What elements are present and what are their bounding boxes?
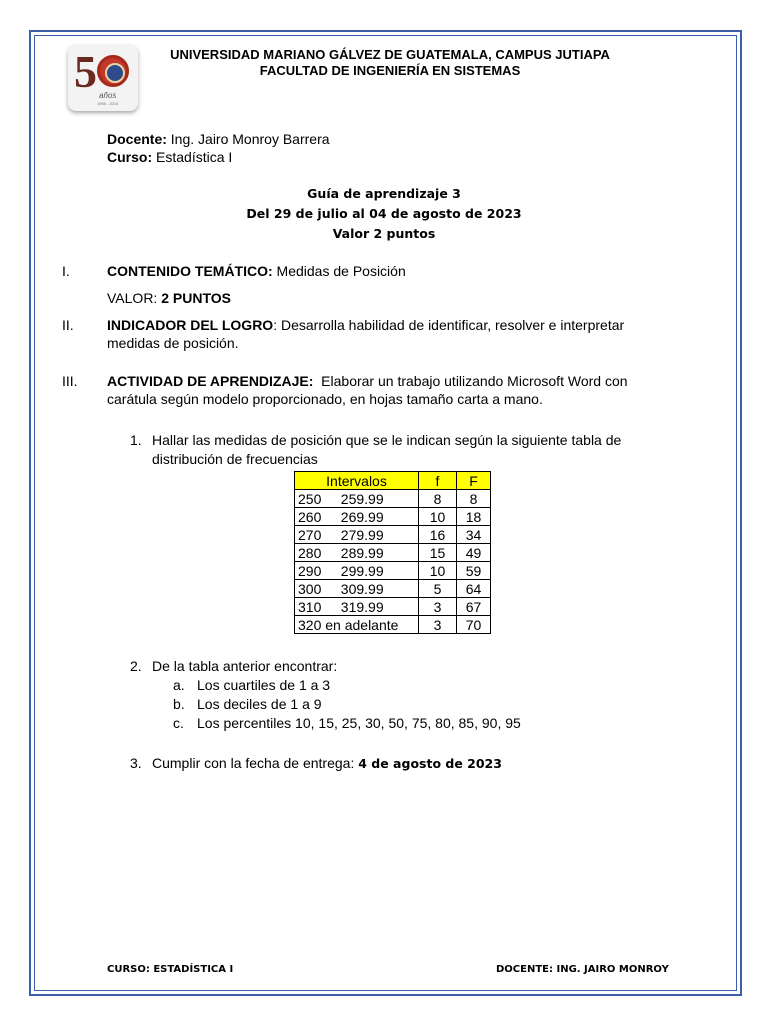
section-3-text-2: carátula según modelo proporcionado, en hojas tamaño carta a mano. [107, 391, 543, 407]
table-cell-interval: 280 289.99 [295, 544, 419, 562]
table-cell-F: 59 [457, 562, 491, 580]
item-3-number: 3. [130, 755, 142, 771]
guide-value: Valor 2 puntos [332, 226, 436, 241]
sub-item-c-text: Los percentiles 10, 15, 25, 30, 50, 75, 80, 85, 90, 95 [197, 715, 521, 731]
valor-value: 2 PUNTOS [161, 290, 231, 306]
table-header-row [295, 472, 491, 490]
table-cell-f: 15 [419, 544, 457, 562]
table-row [295, 508, 491, 526]
logo-seal-icon [97, 55, 129, 87]
section-1 [107, 263, 406, 279]
table-cell-interval: 270 279.99 [295, 526, 419, 544]
table-cell-f: 8 [419, 490, 457, 508]
curso-line [107, 149, 232, 165]
section-2-text: : Desarrolla habilidad de identificar, resolver e interpretar [273, 317, 625, 333]
sub-item-a-letter: a. [173, 677, 185, 693]
header-F: F [457, 472, 491, 490]
curso-value: Estadística I [156, 149, 233, 165]
table-row [295, 598, 491, 616]
section-2-text-2: medidas de posición. [107, 335, 239, 351]
table-cell-interval: 300 309.99 [295, 580, 419, 598]
table-row [295, 544, 491, 562]
table-row [295, 580, 491, 598]
item-1-number: 1. [130, 432, 142, 448]
item-2-number: 2. [130, 658, 142, 674]
item-1-line-1: Hallar las medidas de posición que se le indican según la siguiente tabla de [152, 432, 622, 448]
docente-label: Docente: [107, 131, 167, 147]
section-2-number: II. [62, 317, 74, 333]
table-cell-F: 64 [457, 580, 491, 598]
table-cell-f: 10 [419, 562, 457, 580]
item-3-date: 4 de agosto de 2023 [358, 756, 502, 771]
logo-text: años [99, 91, 117, 100]
table-cell-interval: 320 en adelante [295, 616, 419, 634]
section-2-label: INDICADOR DEL LOGRO [107, 317, 274, 333]
sub-item-c-letter: c. [173, 715, 184, 731]
footer-course: CURSO: ESTADÍSTICA I [107, 964, 234, 975]
item-3-text: Cumplir con la fecha de entrega: [152, 755, 355, 771]
table-row [295, 490, 491, 508]
guide-dates: Del 29 de julio al 04 de agosto de 2023 [246, 206, 522, 221]
footer-teacher: DOCENTE: ING. JAIRO MONROY [496, 964, 669, 975]
item-3 [152, 755, 502, 771]
university-name: UNIVERSIDAD MARIANO GÁLVEZ DE GUATEMALA, CAMPUS JUTIAPA [170, 47, 610, 62]
table-cell-F: 18 [457, 508, 491, 526]
table-cell-interval: 290 299.99 [295, 562, 419, 580]
table-cell-f: 16 [419, 526, 457, 544]
sub-item-a-text: Los cuartiles de 1 a 3 [197, 677, 331, 693]
sub-item-b-text: Los deciles de 1 a 9 [197, 696, 322, 712]
table-cell-F: 49 [457, 544, 491, 562]
curso-label: Curso: [107, 149, 153, 165]
item-2-text: De la tabla anterior encontrar: [152, 658, 338, 674]
table-cell-interval: 250 259.99 [295, 490, 419, 508]
university-logo [68, 45, 138, 111]
table-cell-interval: 310 319.99 [295, 598, 419, 616]
table-cell-F: 70 [457, 616, 491, 634]
docente-value: Ing. Jairo Monroy Barrera [170, 131, 330, 147]
header-f: f [419, 472, 457, 490]
item-1-line-2: distribución de frecuencias [152, 451, 318, 467]
sub-item-b-letter: b. [173, 696, 185, 712]
valor-line [107, 290, 231, 306]
faculty-name: FACULTAD DE INGENIERÍA EN SISTEMAS [259, 63, 521, 78]
table-cell-f: 10 [419, 508, 457, 526]
valor-label: VALOR: [107, 290, 158, 306]
table-row [295, 526, 491, 544]
section-3 [107, 373, 628, 389]
table-cell-f: 3 [419, 616, 457, 634]
section-2 [107, 317, 624, 333]
section-1-text: Medidas de Posición [276, 263, 406, 279]
logo-years: 1966 - 2016 [97, 101, 119, 106]
section-1-number: I. [62, 263, 70, 279]
guide-title: Guía de aprendizaje 3 [307, 186, 461, 201]
table-cell-F: 8 [457, 490, 491, 508]
section-3-label: ACTIVIDAD DE APRENDIZAJE: [107, 373, 314, 389]
section-3-text: Elaborar un trabajo utilizando Microsoft Word con [321, 373, 628, 389]
table-cell-f: 3 [419, 598, 457, 616]
section-3-number: III. [62, 373, 78, 389]
table-cell-F: 67 [457, 598, 491, 616]
frequency-table [294, 471, 491, 634]
table-row [295, 616, 491, 634]
table-row [295, 562, 491, 580]
table-cell-f: 5 [419, 580, 457, 598]
section-1-label: CONTENIDO TEMÁTICO: [107, 263, 273, 279]
docente-line [107, 131, 330, 147]
header-intervalos: Intervalos [295, 472, 419, 490]
table-cell-interval: 260 269.99 [295, 508, 419, 526]
table-cell-F: 34 [457, 526, 491, 544]
logo-number: 5 [74, 46, 97, 97]
